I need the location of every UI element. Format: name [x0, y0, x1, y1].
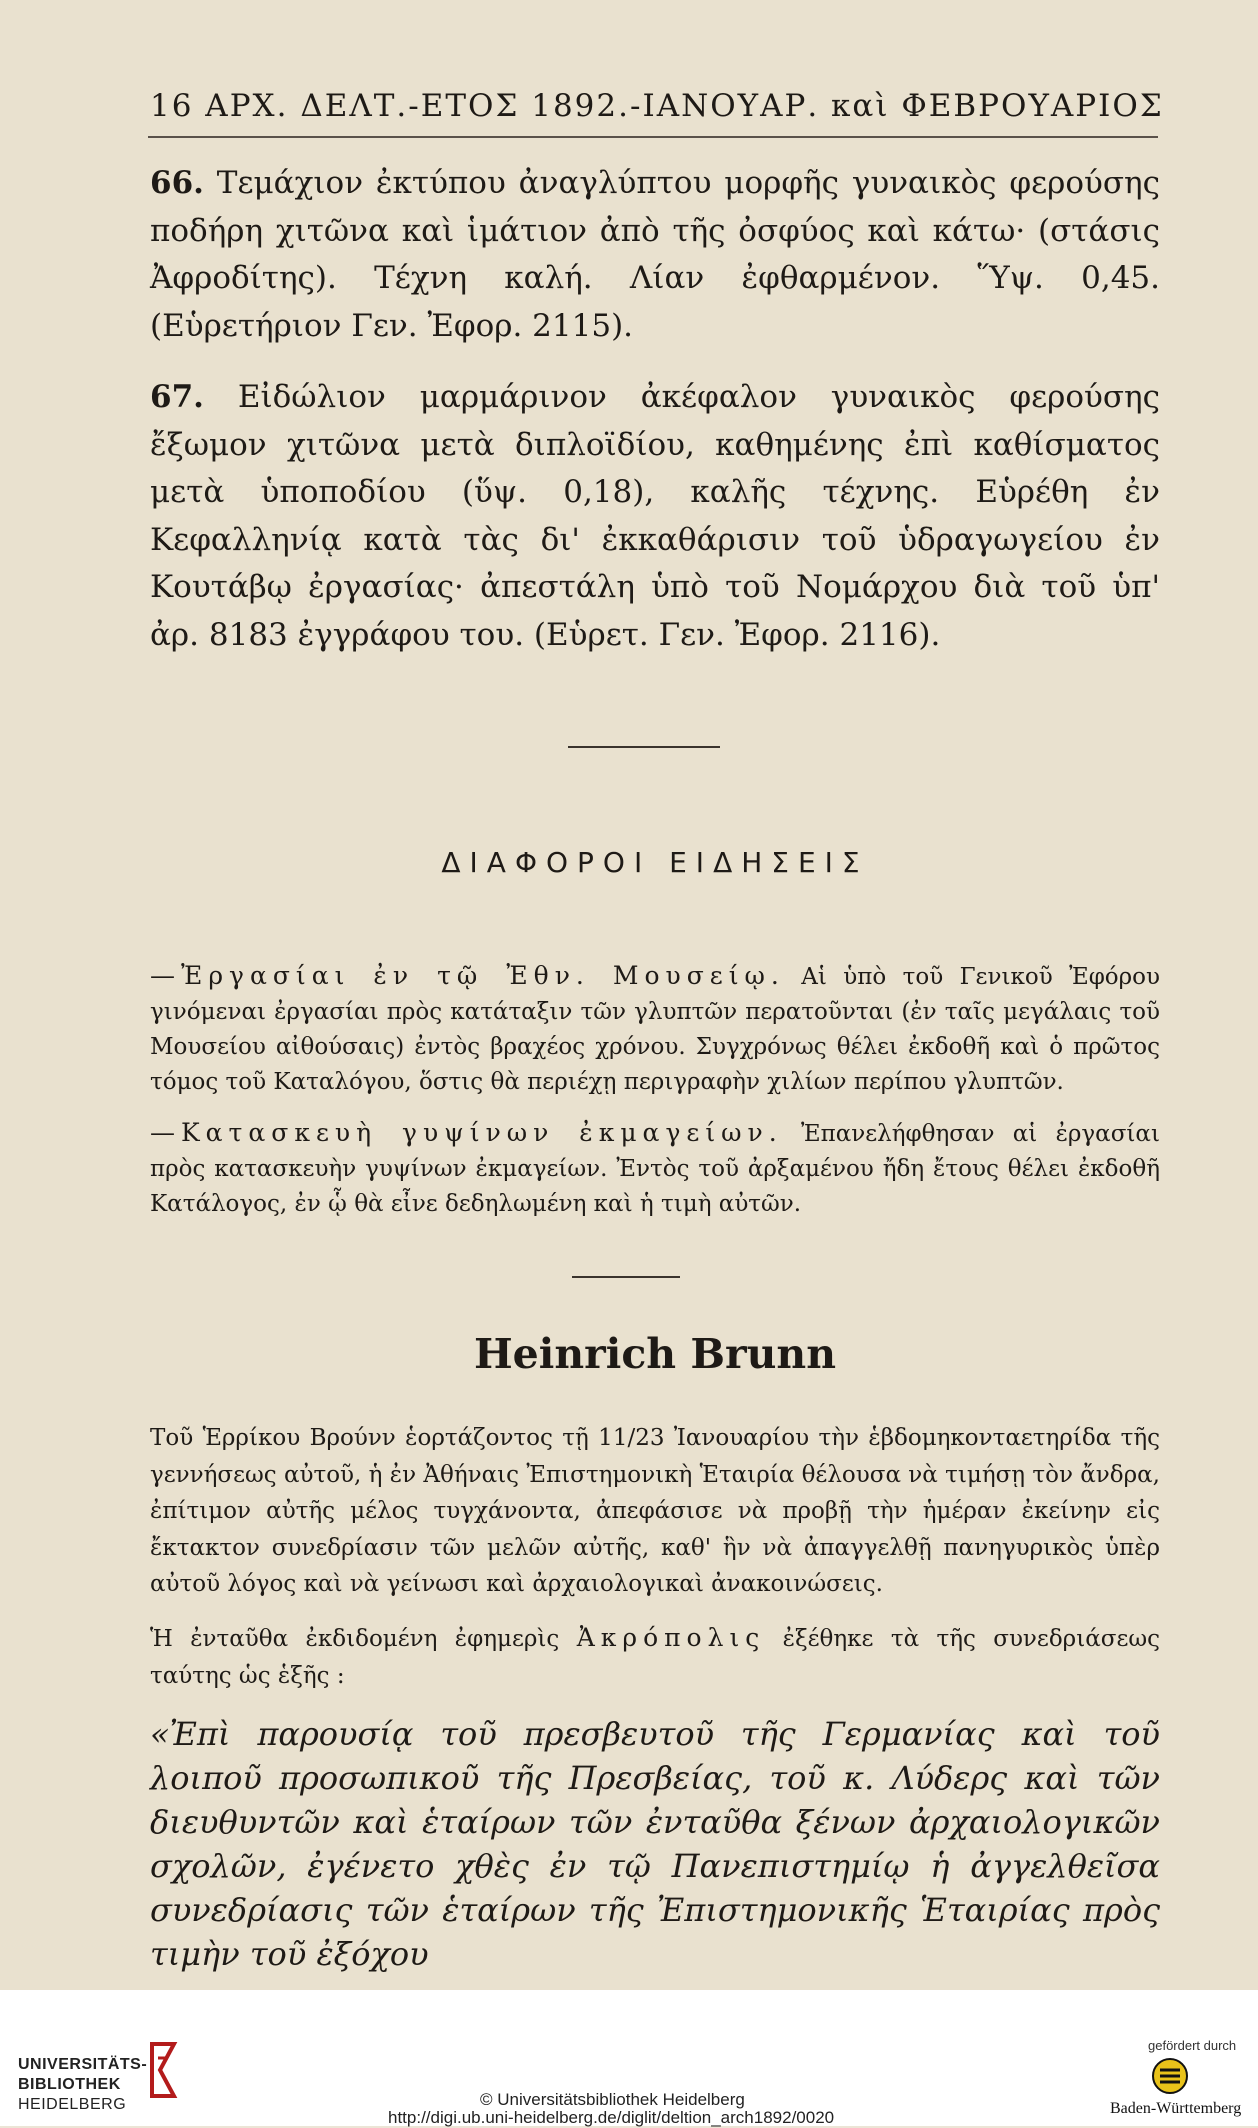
entry-67 [150, 374, 1160, 659]
section-heading-news: ΔΙΑΦΟΡΟΙ ΕΙΔΗΣΕΙΣ [441, 846, 869, 879]
news-lead: —Κατασκευὴ γυψίνων ἐκμαγείων. [150, 1118, 783, 1147]
entry-66 [150, 160, 1160, 350]
newspaper-name: Ἀκρόπολις [576, 1623, 766, 1652]
entry-number: 67. [150, 379, 204, 415]
newspaper-quote: «Ἐπὶ παρουσίᾳ τοῦ πρεσβευτοῦ τῆς Γερμανίας καὶ τοῦ λοιποῦ προσωπικοῦ τῆς Πρεσβείας, τοῦ κ. Λύδερς καὶ τῶν διευθυντῶν καὶ ἑταίρων τῶν ἐνταῦθα ξένων ἀρχαιολογικῶν σχολῶν, ἐγένετο χθὲς ἐν τῷ Πανεπιστημίῳ ἡ ἀγγελθεῖσα συνεδρίασις τῶν ἑταίρων τῆς Ἐπιστημονικῆς Ἑταιρίας πρὸς τιμὴν τοῦ ἐξόχου [150, 1715, 1160, 1973]
paragraph-text: Ἡ ἐνταῦθα ἐκδιδομένη ἐφημερὶς [150, 1626, 577, 1652]
library-name-line: UNIVERSITÄTS- [18, 2056, 148, 2073]
entry-text: Εἰδώλιον μαρμάρινον ἀκέφαλον γυναικὸς φερούσης ἔξωμον χιτῶνα μετὰ διπλοϊδίου, καθημένης ἐπὶ καθίσματος μετὰ ὑποποδίου (ὕψ. 0,18), καλῆς τέχνης. Εὑρέθη ἐν Κεφαλληνίᾳ κατὰ τὰς δι' ἐκκαθάρισιν τοῦ ὑδραγωγείου ἐν Κουτάβῳ ἐργασίας· ἀπεστάλη ὑπὸ τοῦ Νομάρχου διὰ τοῦ ὑπ' ἀρ. 8183 ἐγγράφου του. (Εὑρετ. Γεν. Ἐφορ. 2116). [150, 379, 1160, 653]
article-title: Heinrich Brunn [473, 1330, 837, 1378]
entry-number: 66. [150, 165, 204, 201]
running-head: 16 ΑΡΧ. ΔΕΛΤ.-ΕΤΟΣ 1892.-ΙΑΝΟΥΑΡ. καὶ ΦΕΒΡΟΥΑΡΙΟΣ [150, 88, 1164, 124]
funder-label: gefördert durch [1148, 2038, 1237, 2053]
entry-text: Τεμάχιον ἐκτύπου ἀναγλύπτου μορφῆς γυναικὸς φερούσης ποδήρη χιτῶνα καὶ ἱμάτιον ἀπὸ τῆς ὀσφύος καὶ κάτω· (στάσις Ἀφροδίτης). Τέχνη καλή. Λίαν ἐφθαρμένον. Ὕψ. 0,45. (Εὑρετήριον Γεν. Ἐφορ. 2115). [150, 165, 1160, 344]
article-paragraph: Τοῦ Ἑρρίκου Βρούνν ἑορτάζοντος τῇ 11/23 Ἰανουαρίου τὴν ἑβδομηκονταετηρίδα τῆς γεννήσεως αὐτοῦ, ἡ ἐν Ἀθήναις Ἐπιστημονικὴ Ἑταιρία θέλουσα νὰ τιμήσῃ τὸν ἄνδρα, ἐπίτιμον αὐτῆς μέλος τυγχάνοντα, ἀπεφάσισε νὰ προβῇ τὴν ἡμέραν ἐκείνην εἰς ἔκτακτον συνεδρίασιν τῶν μελῶν αὐτῆς, καθ' ἣν νὰ ἀπαγγελθῇ πανηγυρικὸς ὑπὲρ αὐτοῦ λόγος καὶ νὰ γείνωσι καὶ ἀρχαιολογικαὶ ἀνακοινώσεις. [150, 1425, 1160, 1597]
state-seal-icon [1150, 2056, 1190, 2096]
library-name-line: HEIDELBERG [18, 2096, 127, 2113]
news-item-casts [150, 1115, 1160, 1222]
funder-name: Baden-Württemberg [1110, 2100, 1242, 2117]
copyright-notice: © Universitätsbibliothek Heidelberg [480, 2090, 745, 2109]
news-text: Ἐπανελήφθησαν αἱ ἐργασίαι πρὸς κατασκευὴν γυψίνων ἐκμαγείων. Ἐντὸς τοῦ ἀρξαμένου ἤδη ἔτους θέλει ἐκδοθῆ Κατάλογος, ἐν ᾧ θὰ εἶνε δεδηλωμένη καὶ ἡ τιμὴ αὐτῶν. [150, 1121, 1160, 1217]
news-item-museum [150, 958, 1160, 1100]
article-paragraph [150, 1620, 1160, 1694]
source-url[interactable]: http://digi.ub.uni-heidelberg.de/diglit/deltion_arch1892/0020 [388, 2108, 835, 2127]
section-divider [568, 746, 720, 748]
paragraph-text: ἐξέθηκε τὰ τῆς συνεδριάσεως ταύτης ὡς ἑξῆς : [150, 1626, 1160, 1689]
header-rule [148, 136, 1158, 138]
library-logo-icon [148, 2040, 178, 2100]
news-text: Αἱ ὑπὸ τοῦ Γενικοῦ Ἐφόρου γινόμεναι ἐργασίαι πρὸς κατάταξιν τῶν γλυπτῶν περατοῦνται (ἐν ταῖς μεγάλαις τοῦ Μουσείου αἰθούσαις) ἐντὸς βραχέος χρόνου. Συγχρόνως θέλει ἐκδοθῆ καὶ ὁ πρῶτος τόμος τοῦ Καταλόγου, ὅστις θὰ περιέχῃ περιγραφὴν χιλίων περίπου γλυπτῶν. [150, 964, 1160, 1095]
section-divider [572, 1276, 680, 1278]
news-lead: —Ἐργασίαι ἐν τῷ Ἐθν. Μουσείῳ. [150, 961, 785, 990]
library-name-line: BIBLIOTHEK [18, 2076, 121, 2093]
